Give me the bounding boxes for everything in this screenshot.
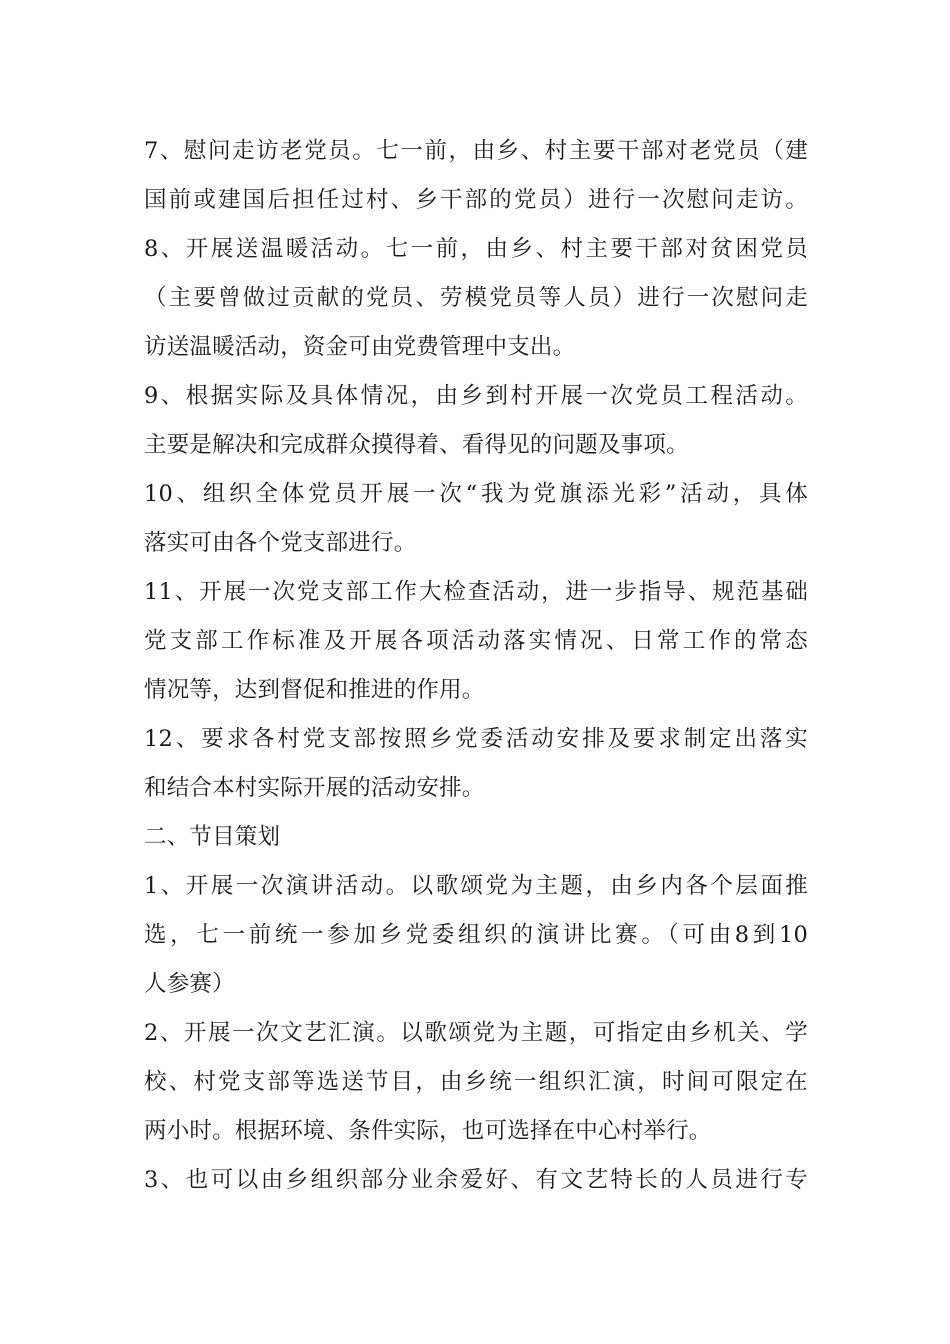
text-line: 选，七一前统一参加乡党委组织的演讲比赛。（可由8到10 <box>144 922 808 948</box>
text-line: （主要曾做过贡献的党员、劳模党员等人员）进行一次慰问走 <box>144 285 808 311</box>
text-line: 国前或建国后担任过村、乡干部的党员）进行一次慰问走访。 <box>144 187 808 213</box>
text-line: 校、村党支部等选送节目，由乡统一组织汇演，时间可限定在 <box>144 1069 808 1095</box>
text-line: 7、慰问走访老党员。七一前，由乡、村主要干部对老党员（建 <box>144 138 808 164</box>
text-line: 12、要求各村党支部按照乡党委活动安排及要求制定出落实 <box>144 726 808 752</box>
text-line: 9、根据实际及具体情况，由乡到村开展一次党员工程活动。 <box>144 383 808 409</box>
document-body <box>144 127 808 1205</box>
text-line: 党支部工作标准及开展各项活动落实情况、日常工作的常态 <box>144 628 808 654</box>
text-line: 和结合本村实际开展的活动安排。 <box>144 775 485 801</box>
text-line: 3、也可以由乡组织部分业余爱好、有文艺特长的人员进行专 <box>144 1167 808 1193</box>
text-line: 人参赛） <box>144 971 235 997</box>
text-line: 8、开展送温暖活动。七一前，由乡、村主要干部对贫困党员 <box>144 236 808 262</box>
text-line: 1、开展一次演讲活动。以歌颂党为主题，由乡内各个层面推 <box>144 873 808 899</box>
text-line: 落实可由各个党支部进行。 <box>144 530 417 556</box>
section-heading: 二、节目策划 <box>144 824 281 850</box>
text-line: 主要是解决和完成群众摸得着、看得见的问题及事项。 <box>144 432 689 458</box>
text-line: 访送温暖活动，资金可由党费管理中支出。 <box>144 334 576 360</box>
text-line: 2、开展一次文艺汇演。以歌颂党为主题，可指定由乡机关、学 <box>144 1020 808 1046</box>
text-line: 情况等，达到督促和推进的作用。 <box>144 677 485 703</box>
text-line: 11、开展一次党支部工作大检查活动，进一步指导、规范基础 <box>144 579 808 605</box>
text-line: 10、组织全体党员开展一次“我为党旗添光彩”活动，具体 <box>144 481 808 507</box>
text-line: 两小时。根据环境、条件实际，也可选择在中心村举行。 <box>144 1118 712 1144</box>
